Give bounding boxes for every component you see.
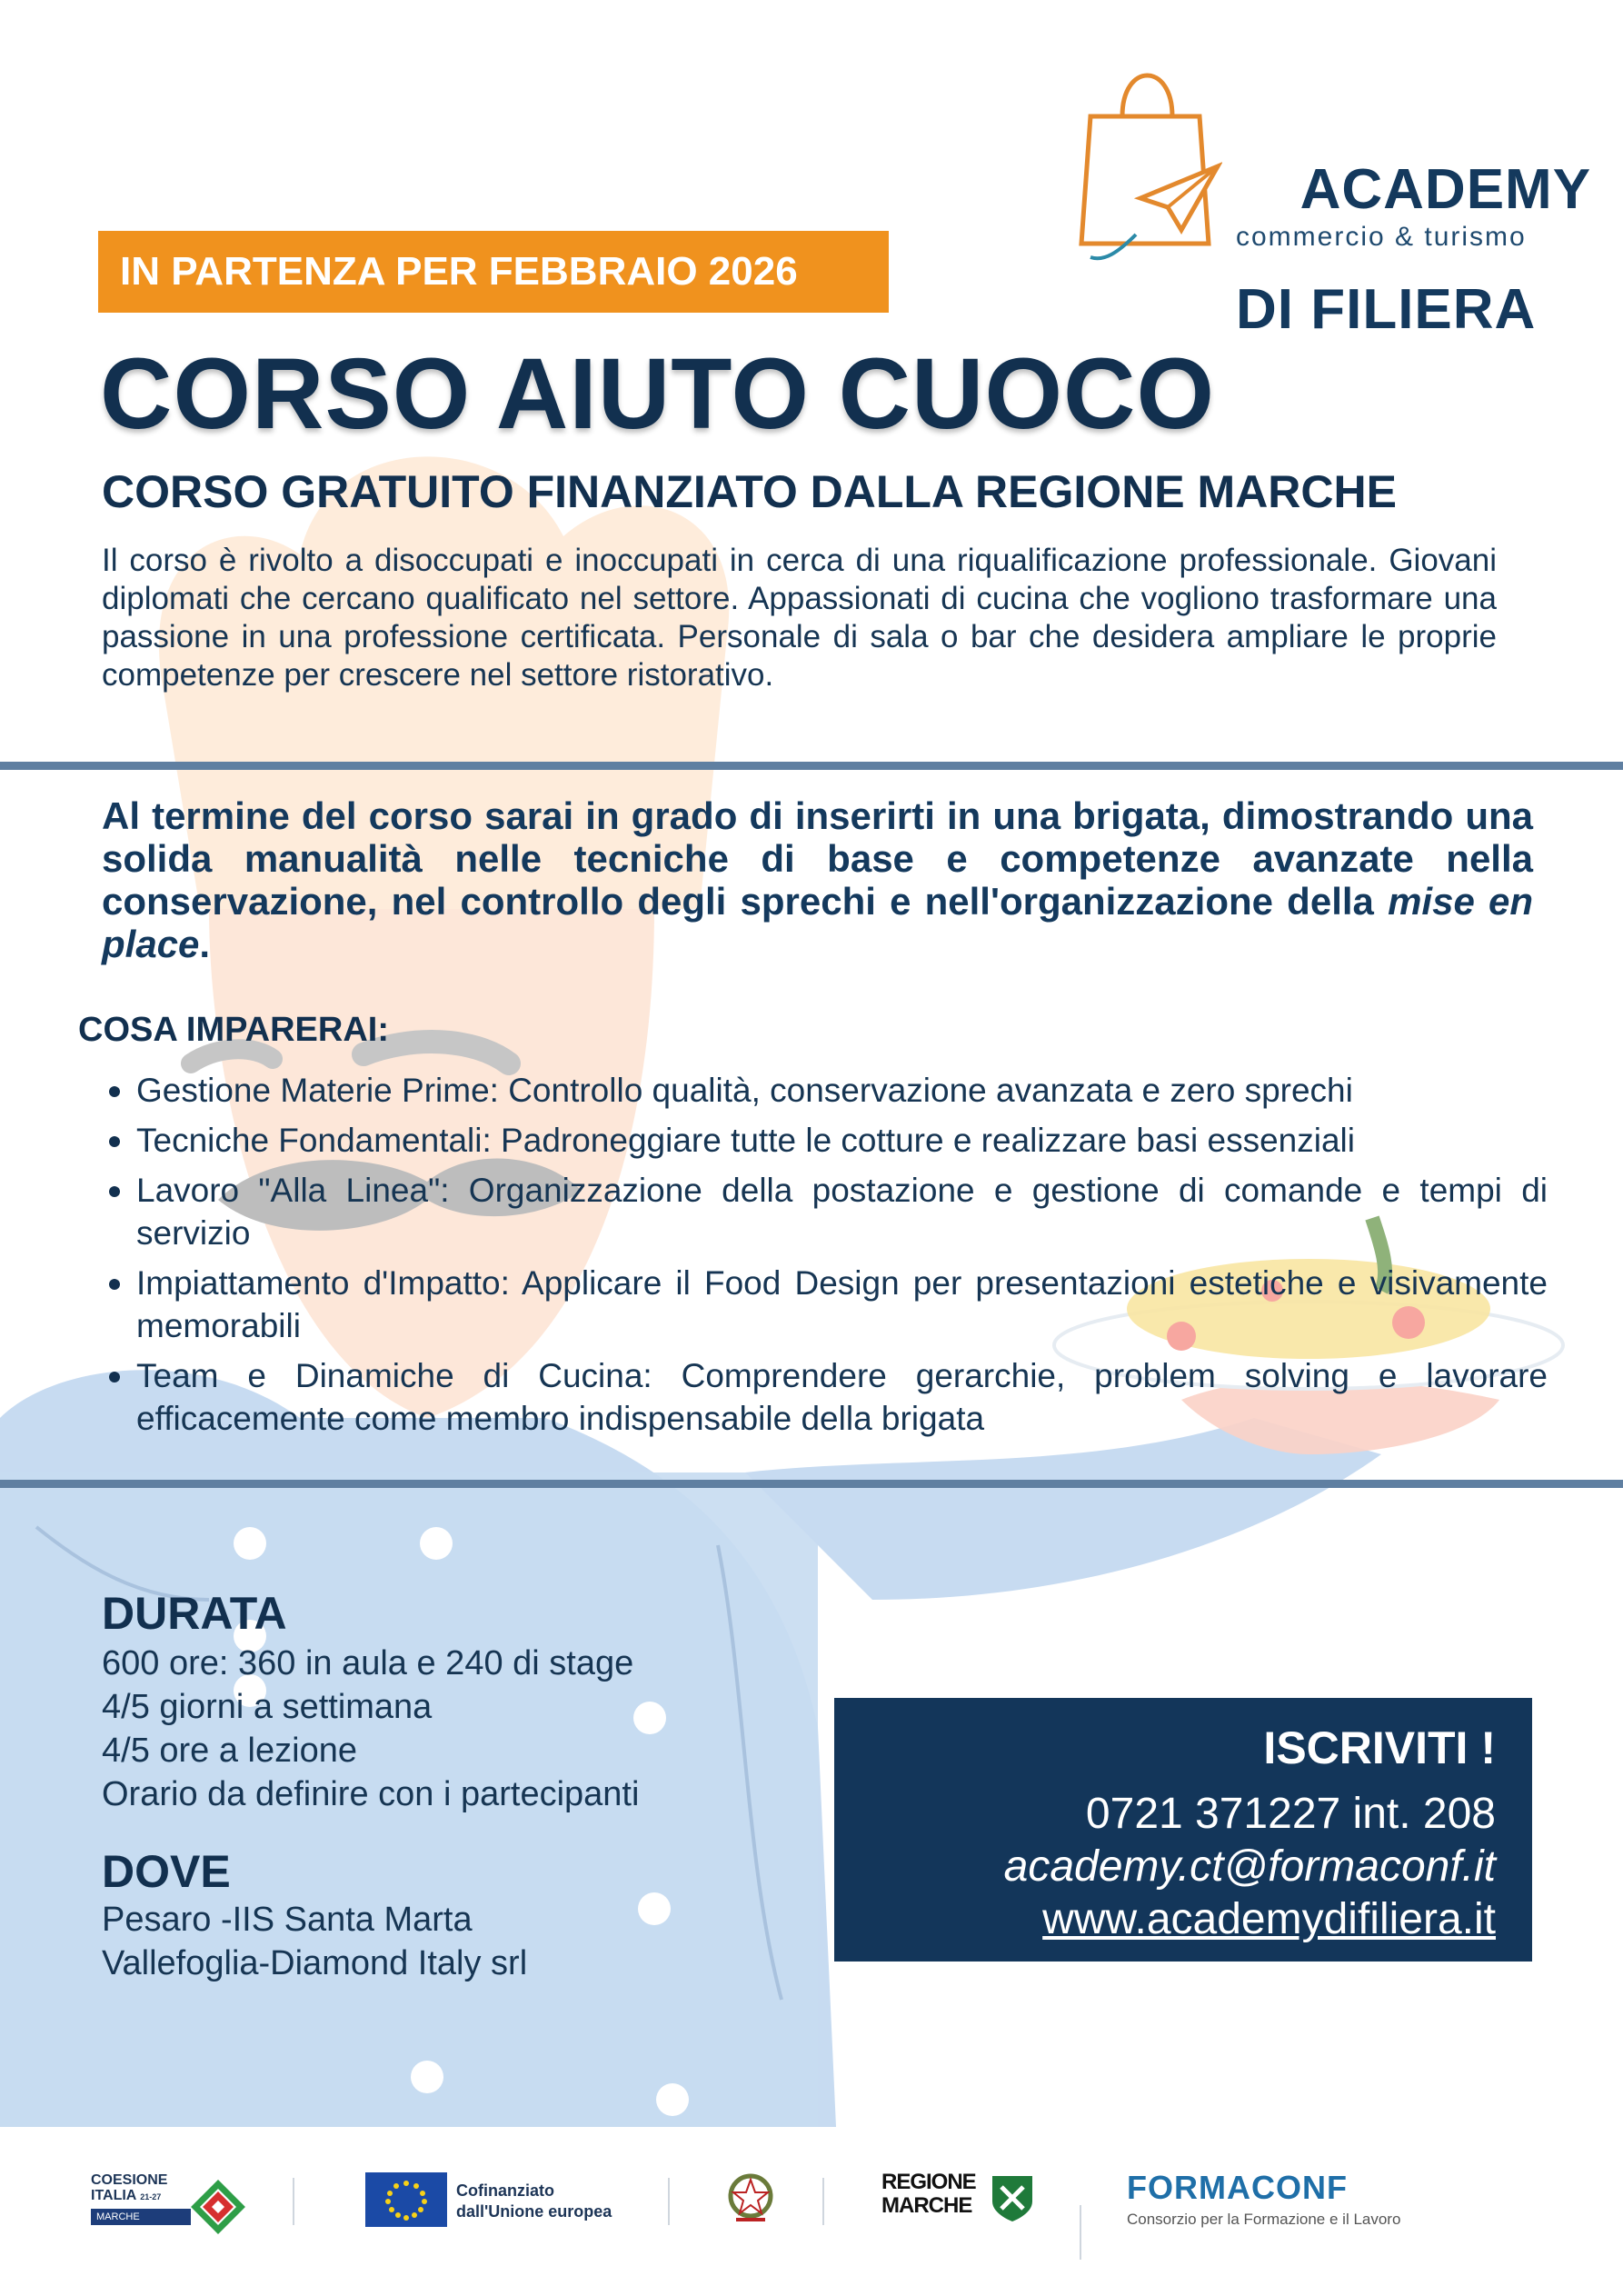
divider-top [0, 762, 1623, 770]
logo-title-line2: DI FILIERA [1236, 278, 1537, 341]
coesione-years: 21-27 [140, 2192, 162, 2201]
learn-item: Team e Dinamiche di Cucina: Comprendere gerarchie, problem solving e lavorare efficacemente come membro indispensabile della brigata [98, 1354, 1548, 1440]
learn-heading: COSA IMPARERAI: [78, 1011, 389, 1049]
learn-item: Lavoro "Alla Linea": Organizzazione della postazione e gestione di comande e tempi di servizio [98, 1169, 1548, 1254]
durata-line: Orario da definire con i partecipanti [102, 1775, 640, 1813]
dove-line: Pesaro -IIS Santa Marta [102, 1901, 473, 1939]
eu-line2: dall'Unione europea [456, 2202, 612, 2221]
outcome-emphasis: mise en place [102, 880, 1534, 965]
divider-bottom [0, 1480, 1623, 1488]
coesione-line2: ITALIA [91, 2188, 136, 2203]
coesione-flag-arrow-icon [191, 2180, 245, 2234]
learn-item: Tecniche Fondamentali: Padroneggiare tutte le cotture e realizzare basi essenziali [98, 1119, 1548, 1162]
enroll-title: ISCRIVITI ! [1263, 1722, 1496, 1773]
outcome-text: Al termine del corso sarai in grado di inserirti in una brigata, dimostrando una solida manualità nelle tecniche di base e competenze avanzate nella conservazione, nel controllo degli sprechi e nell'organizzazione della [102, 794, 1533, 923]
enroll-box [834, 1698, 1532, 1962]
dove-line: Vallefoglia-Diamond Italy srl [102, 1944, 528, 1982]
footer-separator [822, 2178, 824, 2225]
email-link[interactable]: academy.ct@formaconf.it [1003, 1842, 1496, 1891]
logo-title-line1: ACADEMY [1299, 158, 1592, 221]
formaconf-subtitle: Consorzio per la Formazione e il Lavoro [1127, 2211, 1401, 2228]
intro-paragraph: Il corso è rivolto a disoccupati e inoccupati in cerca di una riqualificazione professionale. Giovani diplomati che cercano qualificato nel settore. Appassionati di cucina che vogliono trasformare una passione in una professione certificata. Personale di sala o bar che desidera ampliare le proprie competenze per crescere nel settore ristorativo. [102, 543, 1497, 693]
durata-line: 600 ore: 360 in aula e 240 di stage [102, 1644, 634, 1682]
eu-cofunded-logo [365, 2172, 638, 2229]
course-subtitle: CORSO GRATUITO FINANZIATO DALLA REGIONE MARCHE [102, 466, 1397, 517]
durata-details [102, 1642, 639, 1816]
eu-line1: Cofinanziato [456, 2181, 554, 2200]
italian-republic-emblem-icon [725, 2171, 776, 2227]
website-link[interactable]: www.academydifiliera.it [1042, 1895, 1496, 1943]
dove-heading: DOVE [102, 1846, 231, 1897]
coesione-line1: COESIONE [91, 2172, 168, 2188]
coesione-italia-logo [91, 2172, 245, 2236]
footer-separator [668, 2178, 670, 2225]
start-date-badge: IN PARTENZA PER FEBBRAIO 2026 [98, 231, 889, 313]
dove-details [102, 1898, 527, 1985]
durata-heading: DURATA [102, 1588, 287, 1639]
outcome-paragraph [102, 794, 1533, 965]
regione-marche-logo [881, 2171, 1045, 2231]
durata-line: 4/5 ore a lezione [102, 1732, 357, 1770]
academy-di-filiera-logo [1072, 53, 1592, 341]
shopping-bag-paper-plane-icon [1072, 53, 1222, 266]
footer-logos [0, 2154, 1623, 2296]
footer-separator [1080, 2205, 1081, 2260]
formaconf-logo [1127, 2169, 1490, 2232]
regione-line2: MARCHE [881, 2193, 972, 2218]
eu-flag-icon [365, 2172, 447, 2227]
phone-number[interactable]: 0721 371227 int. 208 [1085, 1790, 1496, 1838]
regione-line1: REGIONE [881, 2170, 976, 2194]
durata-line: 4/5 giorni a settimana [102, 1688, 433, 1726]
outcome-end: . [199, 923, 211, 965]
logo-subtitle: commercio & turismo [1236, 222, 1527, 252]
learn-list [98, 1069, 1548, 1447]
learn-item: Gestione Materie Prime: Controllo qualità, conservazione avanzata e zero sprechi [98, 1069, 1548, 1112]
learn-item: Impiattamento d'Impatto: Applicare il Food Design per presentazioni estetiche e visivamente memorabili [98, 1262, 1548, 1347]
formaconf-name: FORMACONF [1127, 2169, 1348, 2206]
footer-separator [293, 2178, 294, 2225]
coesione-region: MARCHE [91, 2209, 191, 2225]
regione-marche-crest-icon [989, 2172, 1036, 2223]
course-title: CORSO AIUTO CUOCO [100, 338, 1216, 450]
logo-title [1236, 100, 1591, 460]
